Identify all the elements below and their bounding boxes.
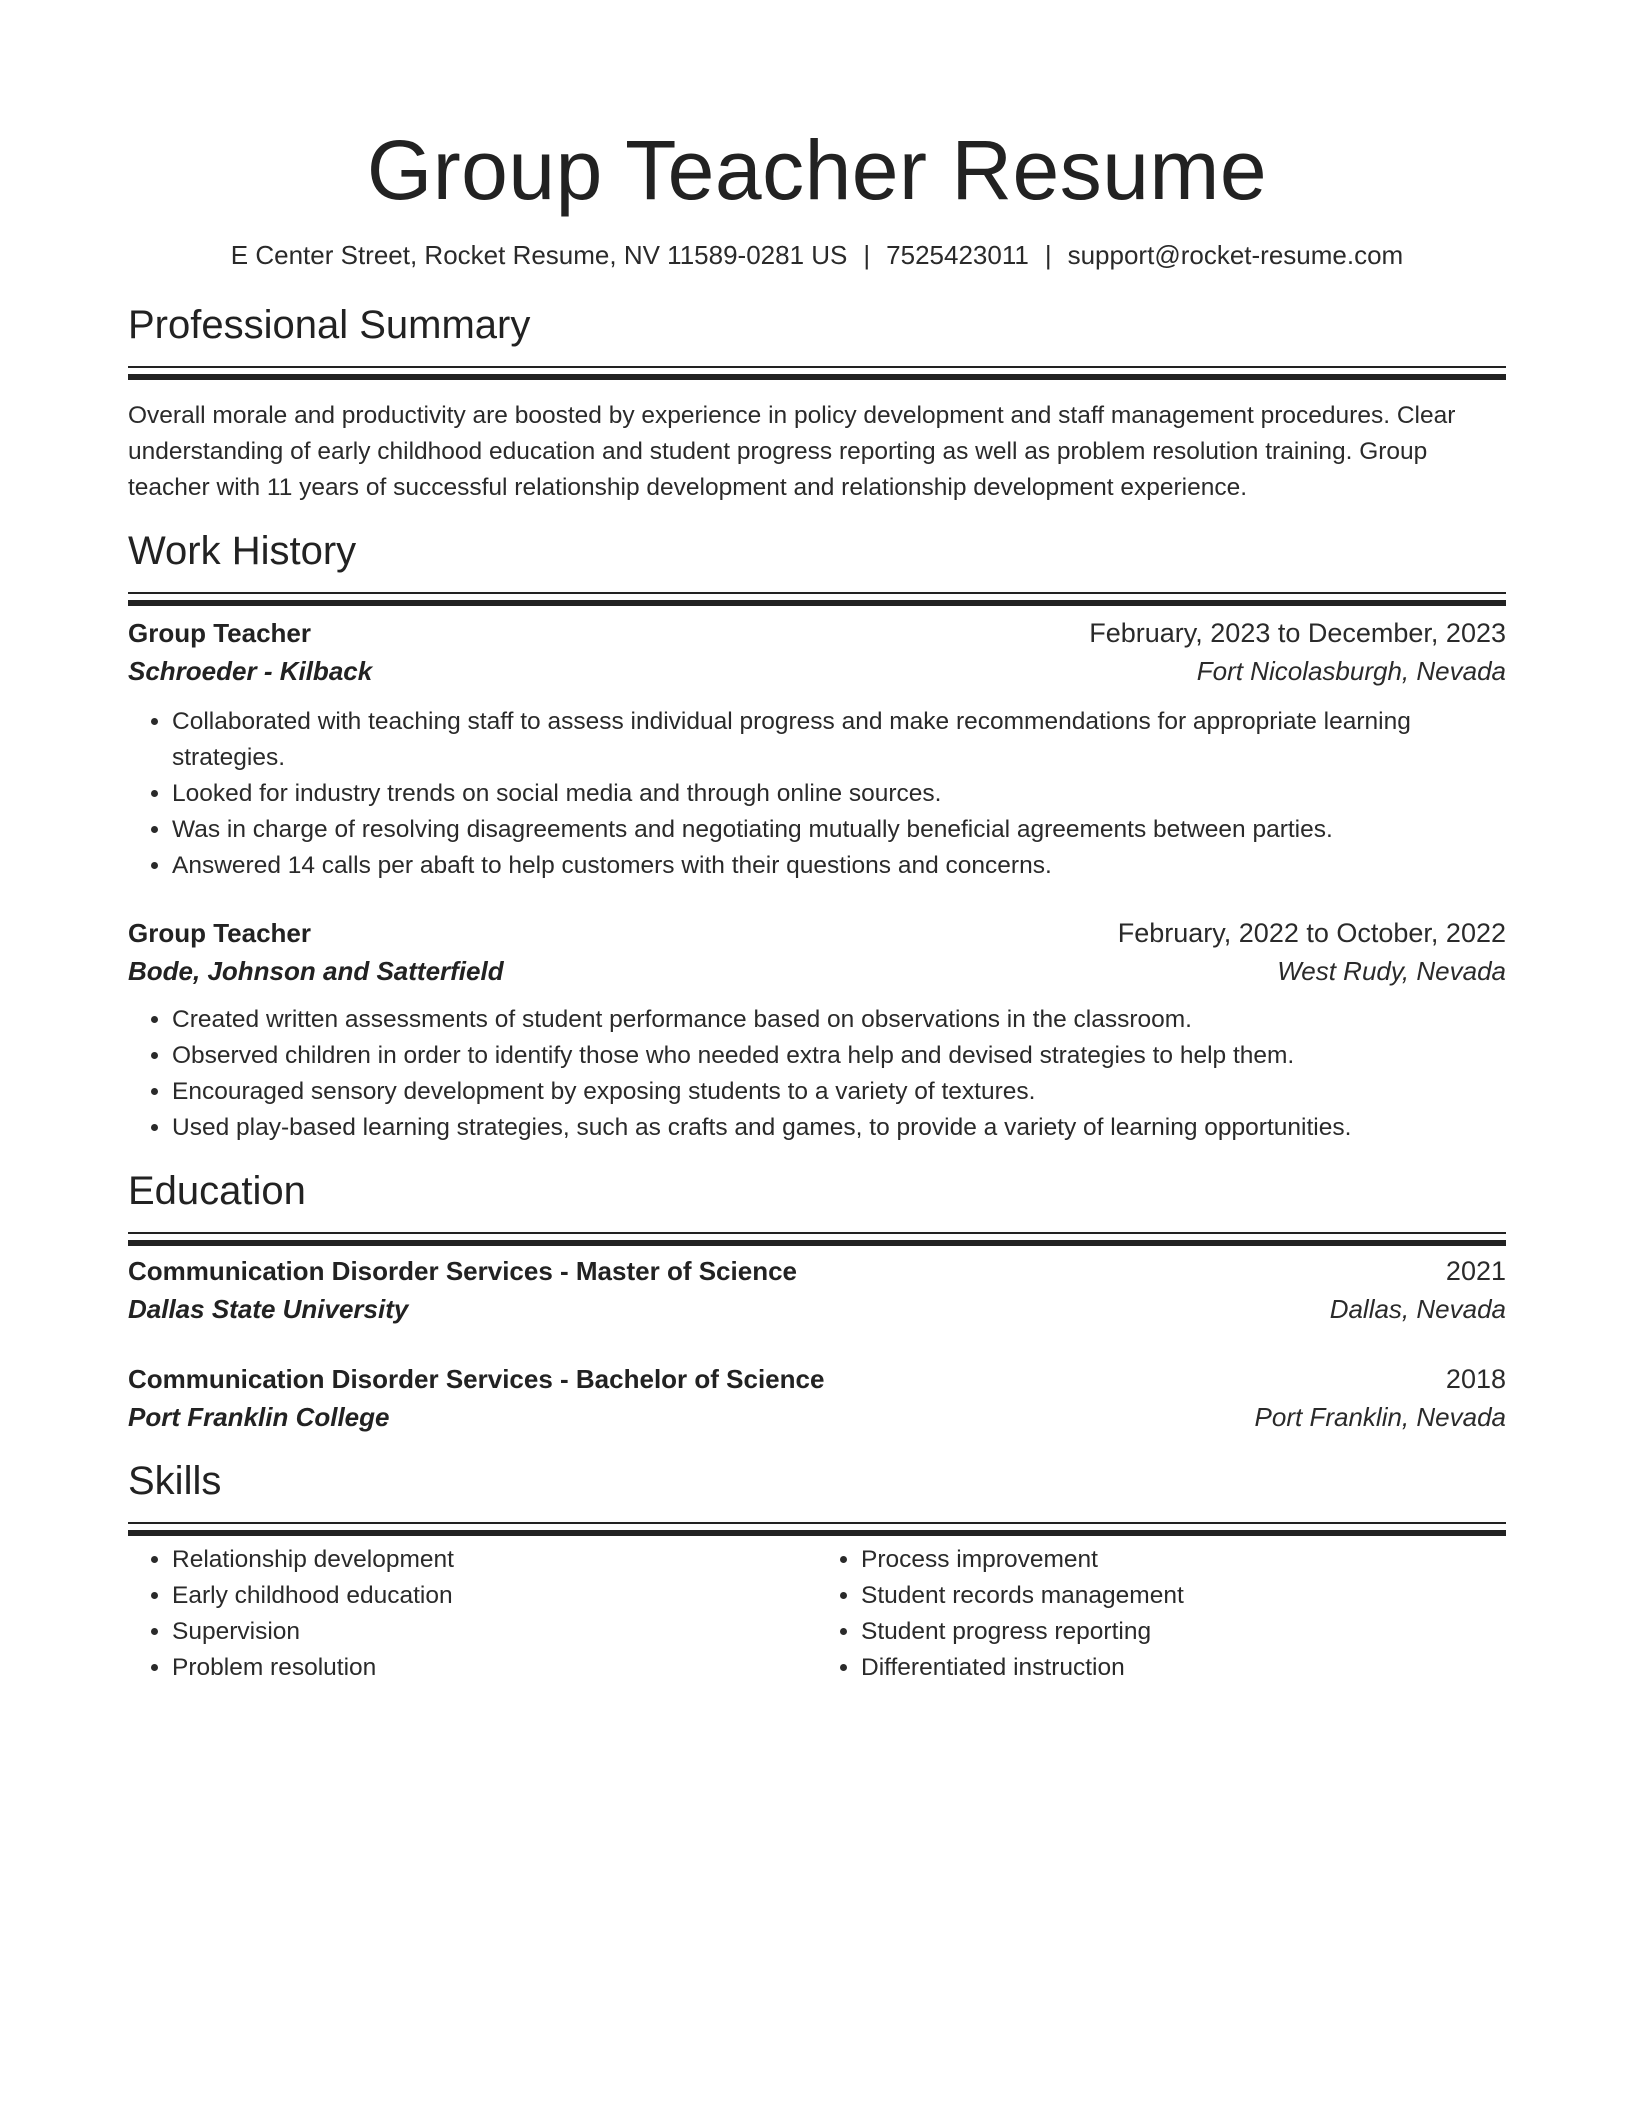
skills-list [128, 1542, 817, 1686]
skill-item: • Early childhood education [172, 1578, 817, 1614]
skill-item: • Differentiated instruction [861, 1650, 1506, 1686]
job-title: Group Teacher [128, 618, 312, 648]
list-item: • Created written assessments of student performance based on observations in the classroom. [172, 1002, 1506, 1038]
summary-section [128, 300, 1506, 506]
list-item: • Used play-based learning strategies, such as crafts and games, to provide a variety of learning opportunities. [172, 1110, 1506, 1146]
education-entry [128, 1252, 1506, 1328]
skill-item: • Student records management [861, 1578, 1506, 1614]
job-bullets [128, 1002, 1506, 1146]
skill-item: • Student progress reporting [861, 1614, 1506, 1650]
list-item: • Looked for industry trends on social media and through online sources. [172, 776, 1506, 812]
job-company: Schroeder - Kilback [128, 656, 373, 686]
job-title: Group Teacher [128, 918, 312, 948]
address: E Center Street, Rocket Resume, NV 11589-0281 US [230, 240, 848, 270]
job-dates: February, 2022 to October, 2022 [1117, 918, 1506, 948]
skills-column-left [128, 1542, 817, 1686]
section-divider [128, 1232, 1506, 1234]
section-heading-work-history: Work History [128, 529, 357, 573]
job-header-row [128, 614, 1506, 652]
skill-item: • Process improvement [861, 1542, 1506, 1578]
job-bullets [128, 704, 1506, 884]
section-divider [128, 1522, 1506, 1524]
job-location: Fort Nicolasburgh, Nevada [1196, 656, 1506, 686]
job-dates: February, 2023 to December, 2023 [1089, 618, 1506, 648]
school-name: Dallas State University [128, 1294, 409, 1324]
education-header-row [128, 1360, 1506, 1398]
job-company: Bode, Johnson and Satterfield [128, 956, 504, 986]
job-header-row [128, 914, 1506, 952]
job-location: West Rudy, Nevada [1277, 956, 1506, 986]
list-item: • Encouraged sensory development by exposing students to a variety of textures. [172, 1074, 1506, 1110]
graduation-year: 2021 [1445, 1256, 1506, 1286]
skill-item: • Supervision [172, 1614, 817, 1650]
list-item: • Was in charge of resolving disagreements and negotiating mutually beneficial agreements between parties. [172, 812, 1506, 848]
job-company-row [128, 952, 1506, 990]
work-history-section [128, 526, 1506, 1146]
contact-separator: | [863, 240, 871, 270]
degree: Communication Disorder Services - Bachelor of Science [128, 1364, 825, 1394]
education-header-row [128, 1252, 1506, 1290]
skills-section [128, 1456, 1506, 1686]
section-divider [128, 592, 1506, 594]
contact-separator: | [1044, 240, 1052, 270]
section-heading-skills: Skills [128, 1459, 222, 1503]
school-name: Port Franklin College [128, 1402, 390, 1432]
list-item: • Collaborated with teaching staff to assess individual progress and make recommendations for appropriate learning strategies. [172, 704, 1506, 776]
job-company-row [128, 652, 1506, 690]
education-entry [128, 1360, 1506, 1436]
education-school-row [128, 1398, 1506, 1436]
education-section [128, 1166, 1506, 1436]
contact-line [128, 238, 1506, 272]
school-location: Dallas, Nevada [1329, 1294, 1506, 1324]
list-item: • Observed children in order to identify those who needed extra help and devised strategies to help them. [172, 1038, 1506, 1074]
section-heading-education: Education [128, 1169, 306, 1213]
resume-page [128, 0, 1506, 1686]
job-entry [128, 914, 1506, 1146]
section-heading-summary: Professional Summary [128, 303, 531, 347]
email: support@rocket-resume.com [1067, 240, 1404, 270]
summary-text: Overall morale and productivity are boosted by experience in policy development and staff management procedures. Clear understanding of early childhood education and student progress reporting as well as problem resolution training. Group teacher with 11 years of successful relationship development and relationship development experience. [128, 402, 1456, 501]
skill-item: • Relationship development [172, 1542, 817, 1578]
skill-item: • Problem resolution [172, 1650, 817, 1686]
resume-title: Group Teacher Resume [366, 123, 1268, 217]
phone: 7525423011 [886, 240, 1029, 270]
list-item: • Answered 14 calls per abaft to help customers with their questions and concerns. [172, 848, 1506, 884]
job-entry [128, 614, 1506, 884]
skills-list [817, 1542, 1506, 1686]
graduation-year: 2018 [1445, 1364, 1506, 1394]
skills-column-right [817, 1542, 1506, 1686]
school-location: Port Franklin, Nevada [1254, 1402, 1506, 1432]
degree: Communication Disorder Services - Master of Science [128, 1256, 797, 1286]
section-divider [128, 366, 1506, 368]
skills-grid [128, 1542, 1506, 1686]
education-school-row [128, 1290, 1506, 1328]
